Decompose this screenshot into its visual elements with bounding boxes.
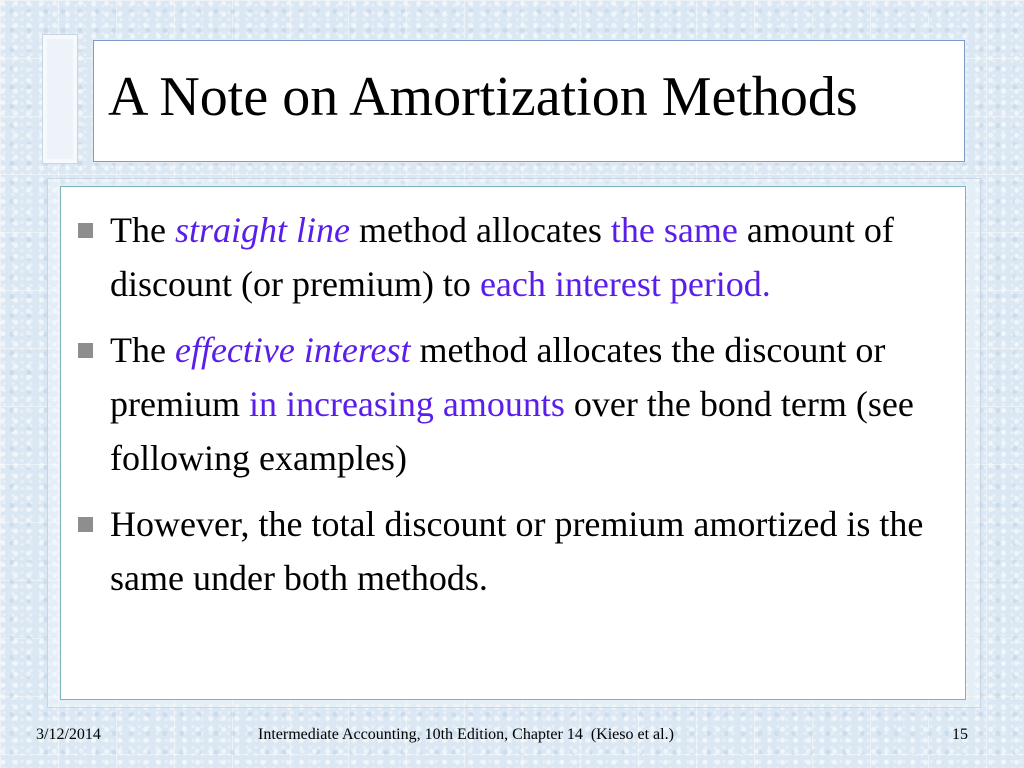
bullet-item: [75, 203, 955, 311]
highlighted-term: effective interest: [174, 330, 411, 370]
bullet-item: [75, 323, 955, 485]
decorative-side-bar: [42, 34, 78, 164]
highlighted-phrase: in increasing amounts: [248, 384, 565, 424]
bullet-item: [75, 497, 955, 605]
square-bullet-icon: [78, 517, 93, 532]
bullet-text: amount of discount (or premium) to: [110, 210, 894, 304]
content-box: [60, 186, 966, 700]
slide-title: A Note on Amortization Methods: [108, 66, 858, 128]
bullet-text: The: [110, 330, 175, 370]
footer-source: Intermediate Accounting, 10th Edition, Chapter 14 (Kieso et al.): [258, 726, 674, 743]
title-box: [93, 40, 965, 162]
bullet-text: method allocates: [349, 210, 611, 250]
footer-date: 3/12/2014: [36, 726, 101, 743]
square-bullet-icon: [78, 343, 93, 358]
bullet-text: over the bond term (see following examples): [110, 384, 914, 478]
bullet-text: The: [110, 210, 175, 250]
bullet-list: [75, 203, 955, 617]
highlighted-phrase: the same: [610, 210, 738, 250]
slide-number: 15: [952, 726, 968, 743]
highlighted-phrase: each interest period.: [479, 264, 771, 304]
bullet-text: However, the total discount or premium amortized is the same under both methods.: [110, 504, 924, 598]
highlighted-term: straight line: [174, 210, 350, 250]
square-bullet-icon: [78, 223, 93, 238]
bullet-text: method allocates the discount or premium: [110, 330, 886, 424]
